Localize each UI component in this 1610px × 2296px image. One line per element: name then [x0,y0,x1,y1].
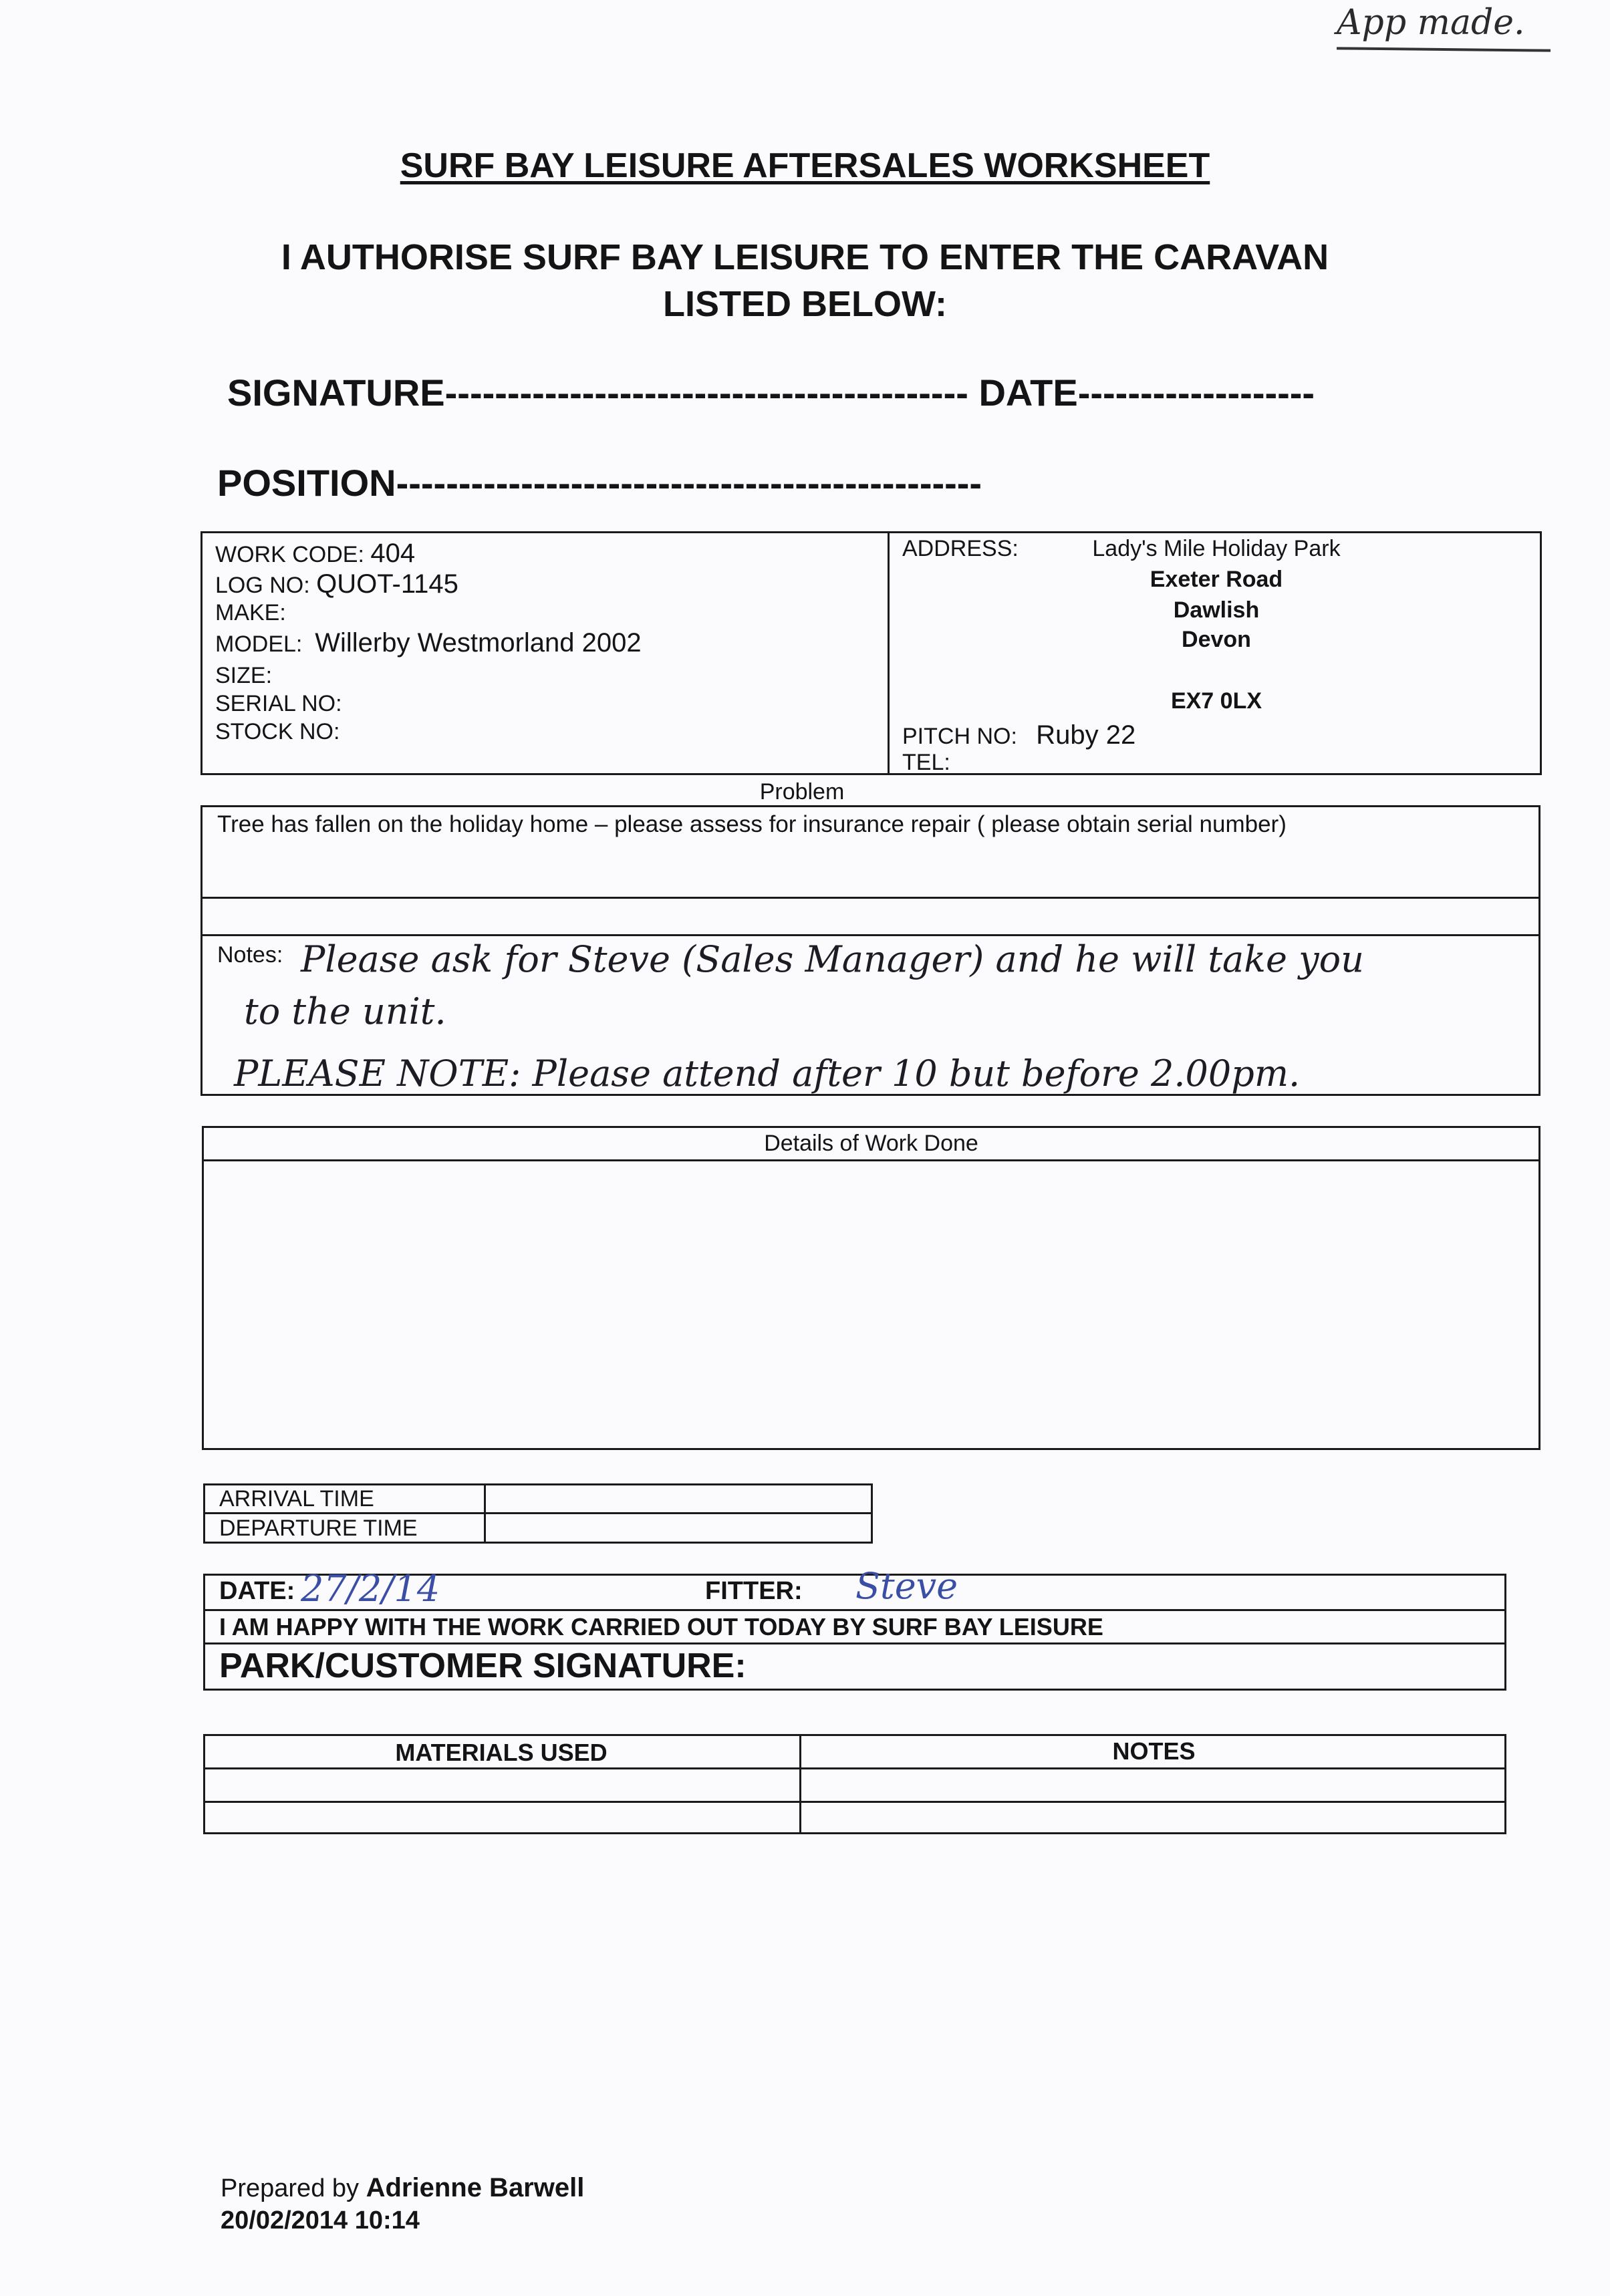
signature-label: SIGNATURE [227,372,445,414]
handwritten-annotation: App made. [1337,3,1525,43]
times-col-divider [484,1483,486,1544]
pitch-no-label: PITCH NO: [902,724,1017,749]
authorise-line-1: I AUTHORISE SURF BAY LEISURE TO ENTER THE CARAVAN [281,237,1329,277]
work-done-heading: Details of Work Done [764,1131,978,1156]
stock-no-label: STOCK NO: [215,719,340,744]
handwritten-note-line-3: PLEASE NOTE: Please attend after 10 but before 2.00pm. [234,1052,1301,1095]
materials-row-divider-2 [203,1801,1506,1803]
work-done-header-divider [202,1159,1540,1161]
pitch-no-value: Ruby 22 [1036,720,1136,750]
address-line-2: Exeter Road [1150,567,1283,592]
pitch-no-row [902,720,1135,750]
model-label: MODEL: [215,631,303,657]
position-dashes: ----------------------------------------------- [396,462,982,504]
work-done-box [202,1126,1540,1450]
work-code-label: WORK CODE: [215,542,364,567]
problem-heading: Problem [759,779,845,805]
details-divider [888,531,890,775]
address-line-3: Dawlish [1173,597,1260,623]
arrival-time-label: ARRIVAL TIME [219,1486,374,1512]
times-row-divider [203,1512,873,1514]
log-no-row [215,569,458,599]
materials-notes-heading: NOTES [1112,1737,1196,1765]
signature-date-line [227,371,1315,414]
handwritten-note-line-1: Please ask for Steve (Sales Manager) and he will take you [301,938,1364,980]
signoff-date-label: DATE: [219,1577,295,1605]
problem-divider-2 [200,934,1540,936]
fitter-label: FITTER: [705,1577,803,1605]
problem-text: Tree has fallen on the holiday home – please assess for insurance repair ( please obtain serial number) [217,811,1287,837]
size-label: SIZE: [215,663,273,688]
position-line [217,461,982,505]
title-text: SURF BAY LEISURE AFTERSALES WORKSHEET [400,146,1210,185]
authorisation-statement [0,234,1610,327]
annotation-underline [1337,47,1551,51]
address-line-4: Devon [1182,627,1251,652]
prepared-by-name: Adrienne Barwell [366,2173,585,2202]
prepared-timestamp: 20/02/2014 10:14 [221,2206,420,2235]
prepared-by-label: Prepared by [221,2174,360,2202]
position-label: POSITION [217,462,396,504]
date-label: DATE [978,372,1078,414]
make-label: MAKE: [215,600,286,625]
problem-divider-1 [200,897,1540,899]
model-value: Willerby Westmorland 2002 [315,628,642,658]
signoff-divider-2 [203,1642,1506,1644]
notes-label: Notes: [217,942,283,968]
model-row [215,628,642,658]
tel-label: TEL: [902,750,950,775]
work-code-value: 404 [370,539,416,568]
address-label: ADDRESS: [902,536,1019,561]
prepared-by [221,2173,584,2203]
handwritten-note-line-2: to the unit. [244,990,446,1032]
log-no-value: QUOT-1145 [316,569,458,599]
signoff-date-hand: 27/2/14 [301,1568,440,1610]
materials-row-divider-1 [203,1767,1506,1769]
happy-statement: I AM HAPPY WITH THE WORK CARRIED OUT TODAY BY SURF BAY LEISURE [219,1613,1103,1640]
fitter-signature-hand: Steve [855,1565,958,1607]
customer-signature-label: PARK/CUSTOMER SIGNATURE: [219,1646,747,1685]
serial-no-label: SERIAL NO: [215,691,342,716]
page-title [0,146,1610,186]
materials-used-heading: MATERIALS USED [395,1739,608,1766]
departure-time-label: DEPARTURE TIME [219,1516,418,1541]
address-line-1: Lady's Mile Holiday Park [1092,536,1341,561]
log-no-label: LOG NO: [215,573,310,598]
work-code-row [215,539,415,569]
authorise-line-2: LISTED BELOW: [663,284,947,324]
postcode: EX7 0LX [1170,688,1262,714]
date-dashes: ------------------- [1077,372,1315,414]
signature-dashes: ------------------------------------------ [444,372,968,414]
